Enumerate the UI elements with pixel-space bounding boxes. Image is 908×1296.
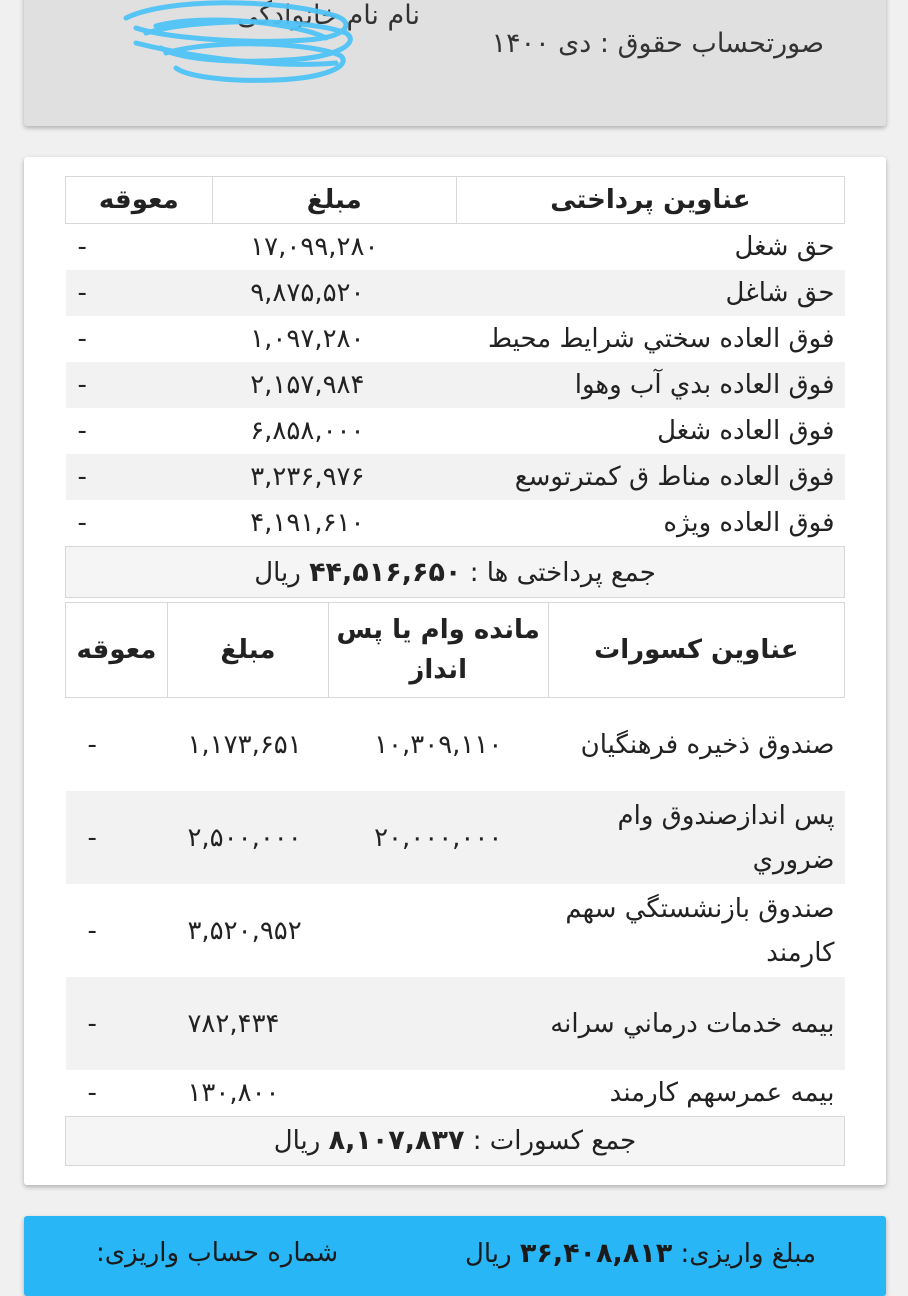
payment-title: حق شغل <box>734 232 835 262</box>
table-row <box>66 270 845 316</box>
payments-table <box>65 176 845 598</box>
deduction-balance <box>328 1070 548 1117</box>
payment-amount: ۹,۸۷۵,۵۲۰ <box>212 270 456 316</box>
deduction-balance: ۱۰,۳۰۹,۱۱۰ <box>374 729 503 760</box>
payment-arrears: - <box>66 454 213 500</box>
deduction-amount: ۱۳۰,۸۰۰ <box>187 1078 280 1108</box>
deductions-total-label: جمع کسورات : <box>472 1126 637 1156</box>
deduction-title: بيمه خدمات درماني سرانه <box>548 977 844 1070</box>
deductions-total <box>66 1117 845 1166</box>
deductions-total-value: ۸,۱۰۷,۸۳۷ <box>328 1125 465 1156</box>
deduction-amount: ۷۸۲,۴۳۴ <box>167 977 328 1070</box>
table-row <box>66 362 845 408</box>
table-row <box>66 1070 845 1117</box>
payment-title: فوق العاده ويژه <box>663 508 835 538</box>
table-row <box>66 408 845 454</box>
amount-header: مبلغ <box>212 177 456 224</box>
payment-title: حق شاغل <box>456 270 844 316</box>
employee-name: نام نام خانوادگی <box>236 0 420 31</box>
payment-arrears: - <box>66 270 213 316</box>
payment-arrears: - <box>77 508 87 538</box>
deduction-arrears: - <box>87 915 97 946</box>
deduction-amount: ۲,۵۰۰,۰۰۰ <box>167 791 328 884</box>
payment-arrears: - <box>77 416 87 446</box>
table-row <box>66 977 845 1070</box>
payment-amount: ۲,۱۵۷,۹۸۴ <box>212 362 456 408</box>
payment-title: فوق العاده بدي آب وهوا <box>456 362 844 408</box>
deduction-title: پس اندازصندوق وام ضروري <box>548 791 844 884</box>
payment-amount: ۳,۲۳۶,۹۷۶ <box>212 454 456 500</box>
deduction-arrears: - <box>87 1078 97 1108</box>
payments-total-label: جمع پرداختی ها : <box>469 557 656 588</box>
table-row <box>66 316 845 362</box>
deposit-currency: ریال <box>464 1239 512 1269</box>
deposit-amount-value: ۳۶,۴۰۸,۸۱۳ <box>519 1238 673 1269</box>
payments-total-value: ۴۴,۵۱۶,۶۵۰ <box>309 556 462 588</box>
deduction-title-header: عناوین کسورات <box>548 603 844 698</box>
deduction-title: صندوق ذخيره فرهنگيان <box>580 729 835 760</box>
deduction-arrears: - <box>87 729 97 760</box>
payment-title: فوق العاده شغل <box>657 416 835 446</box>
deduction-amount: ۱,۱۷۳,۶۵۱ <box>187 729 302 760</box>
table-row <box>66 454 845 500</box>
payment-amount: ۶,۸۵۸,۰۰۰ <box>250 416 365 446</box>
deduction-amount: ۳,۵۲۰,۹۵۲ <box>187 915 302 946</box>
deduction-title: بيمه عمرسهم كارمند <box>609 1078 835 1108</box>
payment-title: فوق العاده سختي شرايط محيط <box>488 324 835 354</box>
payment-amount: ۱۷,۰۹۹,۲۸۰ <box>250 232 379 262</box>
payment-amount: ۱,۰۹۷,۲۸۰ <box>250 324 365 354</box>
payment-amount: ۴,۱۹۱,۶۱۰ <box>250 508 365 538</box>
deduction-balance: ۲۰,۰۰۰,۰۰۰ <box>328 791 548 884</box>
table-row <box>66 884 845 977</box>
arrears-header: معوقه <box>66 177 213 224</box>
payments-total-row <box>66 547 845 598</box>
arrears-header: معوقه <box>66 603 168 698</box>
deposit-account-label: شماره حساب واریزی: <box>96 1238 339 1268</box>
redaction-scribble <box>106 0 366 88</box>
table-row <box>66 791 845 884</box>
table-row <box>66 500 845 547</box>
deposit-amount <box>465 1238 816 1269</box>
deduction-balance <box>328 977 548 1070</box>
deposit-card <box>24 1216 886 1296</box>
balance-header: مانده وام یا پس انداز <box>328 603 548 698</box>
payment-title-header: عناوین پرداختی <box>456 177 844 224</box>
deductions-total-currency: ریال <box>273 1126 321 1156</box>
payment-arrears: - <box>66 362 213 408</box>
payment-title: فوق العاده مناط ق كمترتوسع <box>456 454 844 500</box>
payment-arrears: - <box>77 232 87 262</box>
deduction-arrears: - <box>66 977 168 1070</box>
deduction-arrears: - <box>66 791 168 884</box>
payments-header-row <box>66 177 845 224</box>
deposit-amount-label: مبلغ واریزی: <box>680 1239 816 1269</box>
header-card <box>24 0 886 126</box>
deduction-title: صندوق بازنشستگي سهم كارمند <box>565 893 835 968</box>
statement-period: صورتحساب حقوق : دی ۱۴۰۰ <box>491 28 824 59</box>
payment-arrears: - <box>77 324 87 354</box>
table-row <box>66 224 845 271</box>
amount-header: مبلغ <box>167 603 328 698</box>
payments-total-currency: ریال <box>254 557 301 588</box>
deductions-total-row <box>66 1117 845 1166</box>
deduction-balance <box>328 884 548 977</box>
deductions-header-row <box>66 603 845 698</box>
deductions-table <box>65 602 845 1166</box>
salary-card <box>24 157 886 1185</box>
payments-total <box>66 547 845 598</box>
table-row <box>66 698 845 792</box>
